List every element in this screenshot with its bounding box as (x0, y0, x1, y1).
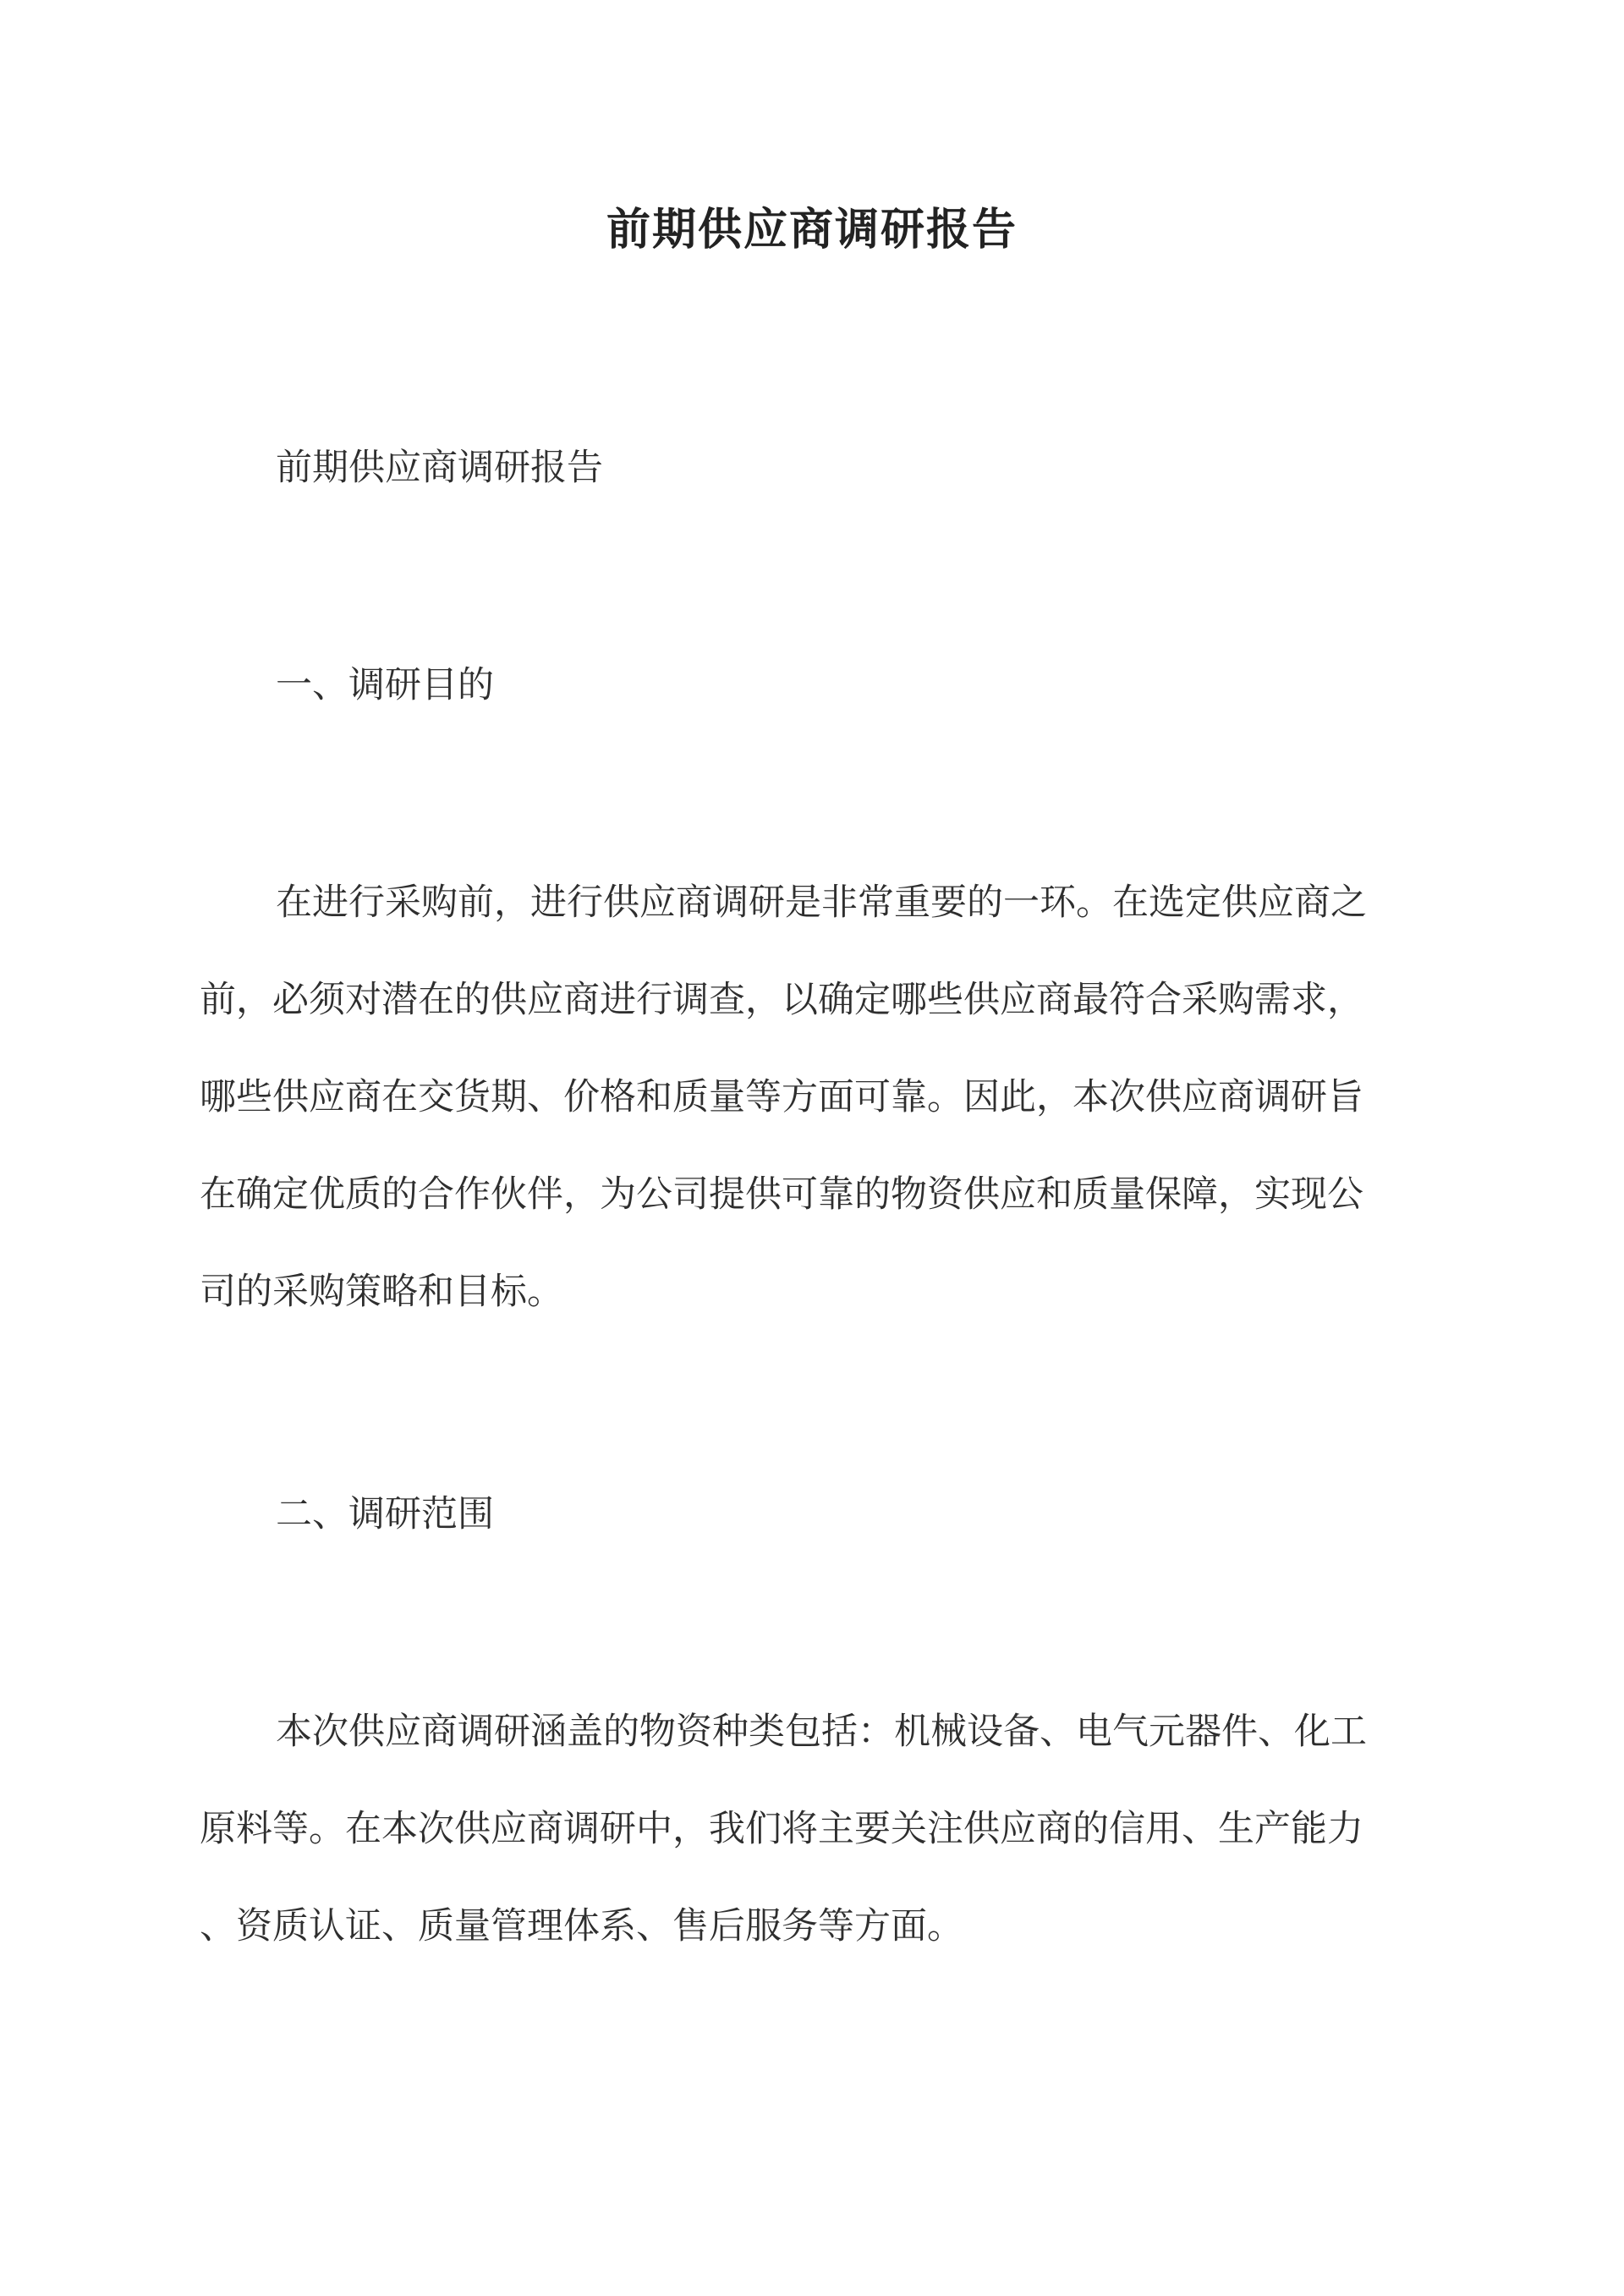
document-title: 前期供应商调研报告 (606, 204, 1018, 255)
paragraph-line: 在确定优质的合作伙伴，为公司提供可靠的物资供应和质量保障，实现公 (200, 1173, 1363, 1216)
document-subtitle: 前期供应商调研报告 (276, 447, 603, 489)
paragraph-line: 在进行采购前，进行供应商调研是非常重要的一环。在选定供应商之 (276, 882, 1367, 924)
paragraph-line: 哪些供应商在交货期、价格和质量等方面可靠。因此，本次供应商调研旨 (200, 1076, 1363, 1118)
paragraph-line: 司的采购策略和目标。 (200, 1271, 563, 1313)
section-heading-purpose: 一、调研目的 (276, 664, 494, 706)
section-heading-scope: 二、调研范围 (276, 1493, 494, 1535)
paragraph-line: 本次供应商调研涵盖的物资种类包括：机械设备、电气元器件、化工 (276, 1711, 1367, 1753)
paragraph-line: 原料等。在本次供应商调研中，我们将主要关注供应商的信用、生产能力 (200, 1808, 1363, 1850)
paragraph-line: 、资质认证、质量管理体系、售后服务等方面。 (200, 1905, 963, 1947)
paragraph-line: 前，必须对潜在的供应商进行调查，以确定哪些供应商最符合采购需求， (200, 979, 1363, 1021)
